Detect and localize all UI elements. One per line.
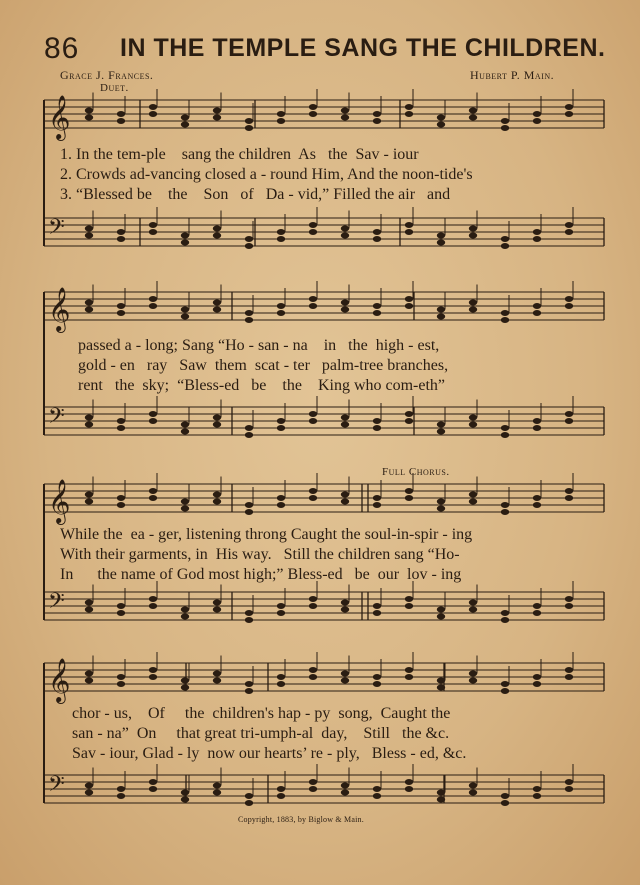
treble-staff-note [309,488,317,494]
bass-staff-note [181,790,189,796]
treble-staff-note [405,104,413,110]
treble-staff-note [149,111,157,117]
treble-staff-note [149,488,157,494]
treble-staff-note [533,681,541,687]
treble-staff-note [117,674,125,680]
treble-staff-note [501,509,509,515]
treble-staff-note [469,671,477,677]
treble-staff-note [501,681,509,687]
bass-staff-note [277,418,285,424]
treble-staff-note [469,307,477,313]
bass-staff-note [405,603,413,609]
treble-staff-note [277,495,285,501]
treble-staff-note [181,499,189,505]
treble-staff-note [309,674,317,680]
bass-staff-note [213,783,221,789]
lyric-line: With their garments, in His way. Still the children sang “Ho- [60,546,460,563]
bass-staff-note [213,415,221,421]
treble-staff-note [149,495,157,501]
treble-staff-note [501,118,509,124]
treble-staff-note [565,111,573,117]
bass-staff-note [309,411,317,417]
treble-staff-note [405,488,413,494]
bass-staff-note [533,229,541,235]
treble-staff-note [85,300,93,306]
bass-staff-note [341,233,349,239]
treble-staff-note [181,678,189,684]
treble-staff-note [341,307,349,313]
bass-staff-note [309,229,317,235]
treble-staff-note [181,314,189,320]
bass-staff-note [405,229,413,235]
treble-staff-note [213,115,221,121]
treble-staff-note [501,502,509,508]
bass-staff-note [533,418,541,424]
bass-staff-note [565,222,573,228]
treble-staff-note [533,303,541,309]
treble-staff-note [533,502,541,508]
treble-staff-note [565,674,573,680]
bass-staff-note [501,617,509,623]
treble-staff-note [149,104,157,110]
bass-staff-note [181,429,189,435]
bass-staff-note [117,418,125,424]
treble-staff-note [533,118,541,124]
treble-staff-note [373,310,381,316]
bass-staff-note [437,797,445,803]
bass-staff-note [213,607,221,613]
bass-staff-note [533,236,541,242]
bass-staff-note [117,229,125,235]
bass-staff-note [469,415,477,421]
bass-staff-note [149,603,157,609]
treble-staff-note [373,674,381,680]
treble-clef: 𝄞 [48,479,71,523]
bass-staff-note [117,786,125,792]
bass-staff-note [245,432,253,438]
treble-staff-note [245,509,253,515]
treble-staff-note [469,300,477,306]
treble-staff-note [469,492,477,498]
bass-staff-note [533,793,541,799]
bass-staff-note [501,243,509,249]
bass-staff-note [437,429,445,435]
bass-staff-note [437,790,445,796]
bass-staff-note [341,607,349,613]
treble-staff-note [373,111,381,117]
bass-staff-note [437,240,445,246]
bass-staff-note [469,783,477,789]
treble-staff-note [437,115,445,121]
composer-credit: Hubert P. Main. [470,68,555,82]
bass-staff-note [181,233,189,239]
treble-staff-note [117,310,125,316]
treble-staff-note [277,674,285,680]
bass-staff-note [469,790,477,796]
bass-staff-note [341,790,349,796]
treble-staff-note [213,108,221,114]
bass-staff-note [405,411,413,417]
treble-staff-note [309,104,317,110]
treble-staff-note [213,300,221,306]
bass-staff-note [373,793,381,799]
treble-staff-note [437,307,445,313]
treble-staff-note [533,674,541,680]
bass-staff-note [309,779,317,785]
bass-staff-note [405,786,413,792]
treble-staff-note [533,310,541,316]
treble-staff-note [277,502,285,508]
treble-staff-note [309,667,317,673]
bass-clef: 𝄢 [48,589,65,619]
treble-staff-note [245,118,253,124]
treble-staff-note [437,314,445,320]
bass-staff-note [85,790,93,796]
bass-staff-note [245,610,253,616]
bass-staff-note [341,226,349,232]
bass-staff-note [149,222,157,228]
duet-label: Duet. [100,82,129,94]
lyric-line: san - na” On that great tri-umph-al day, Still the &c. [72,725,450,742]
bass-staff-note [309,222,317,228]
treble-staff-note [181,506,189,512]
bass-staff-note [85,600,93,606]
bass-staff-note [149,418,157,424]
treble-staff-note [245,688,253,694]
treble-staff-note [245,502,253,508]
bass-staff-note [533,425,541,431]
bass-staff-note [149,229,157,235]
treble-staff-note [213,671,221,677]
treble-staff-note [469,115,477,121]
treble-staff-note [117,681,125,687]
bass-staff-note [277,786,285,792]
bass-staff-note [117,236,125,242]
bass-staff-note [565,779,573,785]
treble-staff-note [341,115,349,121]
treble-staff-note [181,307,189,313]
bass-staff-note [309,603,317,609]
treble-staff-note [245,125,253,131]
treble-staff-note [181,115,189,121]
bass-staff-note [533,610,541,616]
bass-clef: 𝄢 [48,404,65,434]
bass-staff-note [565,229,573,235]
bass-staff-note [245,425,253,431]
lyric-line: chor - us, Of the children's hap - py song, Caught the [72,705,451,722]
bass-staff-note [533,603,541,609]
treble-staff-note [117,502,125,508]
bass-staff-note [405,418,413,424]
bass-staff-note [373,610,381,616]
bass-staff-note [437,607,445,613]
bass-staff-note [277,236,285,242]
treble-staff-note [85,499,93,505]
treble-staff-note [85,678,93,684]
treble-clef: 𝄞 [48,95,71,139]
treble-staff-note [117,118,125,124]
treble-staff-note [245,681,253,687]
hymn-title: IN THE TEMPLE SANG THE CHILDREN. [120,34,606,62]
bass-staff-note [565,603,573,609]
treble-staff-note [117,303,125,309]
lyric-line: passed a - long; Sang “Ho - san - na in the high - est, [78,337,440,354]
treble-staff-note [85,492,93,498]
treble-staff-note [277,310,285,316]
treble-staff-note [501,125,509,131]
bass-staff-note [181,607,189,613]
bass-staff-note [501,425,509,431]
bass-clef: 𝄢 [48,772,65,802]
bass-staff-note [405,222,413,228]
bass-staff-note [309,786,317,792]
bass-staff-note [469,607,477,613]
lyric-line: rent the sky; “Bless-ed be the King who com-eth” [78,377,446,394]
bass-staff-note [117,425,125,431]
treble-staff-note [565,667,573,673]
treble-staff-note [437,122,445,128]
treble-staff-note [373,502,381,508]
bass-staff-note [309,596,317,602]
treble-staff-note [405,495,413,501]
bass-staff-note [373,236,381,242]
lyric-line: gold - en ray Saw them scat - ter palm-tree branches, [78,357,449,374]
treble-staff-note [533,495,541,501]
treble-staff-note [437,678,445,684]
treble-staff-note [405,111,413,117]
chorus-label: Full Chorus. [382,466,450,478]
treble-staff-note [213,499,221,505]
bass-staff-note [245,800,253,806]
treble-staff-note [405,303,413,309]
lyric-line: While the ea - ger, listening throng Caught the soul-in-spir - ing [60,526,473,543]
treble-staff-note [341,300,349,306]
bass-staff-note [117,610,125,616]
treble-staff-note [405,667,413,673]
treble-staff-note [341,499,349,505]
treble-staff-note [277,303,285,309]
bass-staff-note [117,793,125,799]
bass-staff-note [565,411,573,417]
bass-staff-note [469,422,477,428]
bass-staff-note [277,229,285,235]
treble-staff-note [85,671,93,677]
treble-staff-note [309,495,317,501]
treble-staff-note [373,118,381,124]
bass-staff-note [341,783,349,789]
bass-staff-note [437,422,445,428]
treble-staff-note [469,678,477,684]
bass-staff-note [85,422,93,428]
treble-staff-note [373,303,381,309]
treble-staff-note [437,506,445,512]
bass-staff-note [469,233,477,239]
treble-staff-note [85,115,93,121]
treble-staff-note [565,495,573,501]
treble-staff-note [85,307,93,313]
bass-staff-note [213,790,221,796]
treble-staff-note [469,108,477,114]
bass-clef: 𝄢 [48,215,65,245]
treble-staff-note [213,307,221,313]
bass-staff-note [501,793,509,799]
treble-staff-note [85,108,93,114]
bass-staff-note [245,793,253,799]
bass-staff-note [245,243,253,249]
treble-staff-note [373,495,381,501]
treble-staff-note [309,303,317,309]
treble-staff-note [341,678,349,684]
bass-staff-note [565,596,573,602]
bass-staff-note [373,603,381,609]
bass-staff-note [213,600,221,606]
bass-staff-note [341,415,349,421]
bass-staff-note [341,422,349,428]
treble-staff-note [501,317,509,323]
copyright-notice: Copyright, 1883, by Biglow & Main. [238,815,364,824]
bass-staff-note [245,617,253,623]
treble-staff-note [501,310,509,316]
treble-staff-note [149,667,157,673]
bass-staff-note [181,422,189,428]
treble-staff-note [117,495,125,501]
bass-staff-note [277,603,285,609]
treble-staff-note [181,685,189,691]
bass-staff-note [149,786,157,792]
treble-staff-note [565,303,573,309]
treble-staff-note [469,499,477,505]
bass-staff-note [277,610,285,616]
bass-staff-note [213,422,221,428]
treble-staff-note [341,492,349,498]
bass-staff-note [213,226,221,232]
lyric-line: Sav - iour, Glad - ly now our hearts’ re - ply, Bless - ed, &c. [72,745,467,762]
treble-staff-note [501,688,509,694]
treble-staff-note [277,681,285,687]
treble-staff-note [213,678,221,684]
treble-staff-note [277,111,285,117]
lyric-line: 3. “Blessed be the Son of Da - vid,” Filled the air and [60,186,451,203]
bass-staff-note [373,786,381,792]
treble-staff-note [565,296,573,302]
treble-staff-note [405,674,413,680]
bass-staff-note [373,425,381,431]
bass-staff-note [85,233,93,239]
treble-staff-note [341,108,349,114]
treble-staff-note [565,488,573,494]
treble-staff-note [437,499,445,505]
bass-staff-note [181,240,189,246]
treble-staff-note [437,685,445,691]
treble-clef: 𝄞 [48,287,71,331]
treble-staff-note [245,310,253,316]
bass-staff-note [565,786,573,792]
bass-staff-note [277,425,285,431]
lyric-line: 2. Crowds ad-vancing closed a - round Him, And the noon-tide's [60,166,473,183]
treble-staff-note [117,111,125,117]
bass-staff-note [501,236,509,242]
bass-staff-note [245,236,253,242]
treble-staff-note [149,674,157,680]
bass-staff-note [309,418,317,424]
bass-staff-note [501,800,509,806]
bass-staff-note [149,411,157,417]
bass-staff-note [85,226,93,232]
bass-staff-note [501,432,509,438]
bass-staff-note [213,233,221,239]
bass-staff-note [533,786,541,792]
bass-staff-note [469,226,477,232]
bass-staff-note [501,610,509,616]
treble-staff-note [149,303,157,309]
treble-staff-note [533,111,541,117]
lyric-line: In the name of God most high;” Bless-ed be our lov - ing [60,566,462,583]
treble-staff-note [213,492,221,498]
bass-staff-note [437,233,445,239]
treble-staff-note [181,122,189,128]
lyric-line: 1. In the tem-ple sang the children As the Sav - iour [60,146,419,163]
bass-staff-note [373,229,381,235]
treble-staff-note [373,681,381,687]
treble-staff-note [309,111,317,117]
lyricist-credit: Grace J. Frances. [60,68,154,82]
page-number: 86 [44,32,80,65]
bass-staff-note [181,797,189,803]
bass-staff-note [437,614,445,620]
bass-staff-note [181,614,189,620]
treble-staff-note [277,118,285,124]
treble-staff-note [341,671,349,677]
bass-staff-note [149,779,157,785]
bass-staff-note [85,607,93,613]
bass-staff-note [85,415,93,421]
bass-staff-note [405,596,413,602]
treble-staff-note [309,296,317,302]
treble-clef: 𝄞 [48,658,71,702]
bass-staff-note [373,418,381,424]
bass-staff-note [85,783,93,789]
treble-staff-note [245,317,253,323]
bass-staff-note [565,418,573,424]
bass-staff-note [405,779,413,785]
bass-staff-note [469,600,477,606]
treble-staff-note [565,104,573,110]
treble-staff-note [405,296,413,302]
bass-staff-note [117,603,125,609]
bass-staff-note [149,596,157,602]
bass-staff-note [341,600,349,606]
bass-staff-note [277,793,285,799]
treble-staff-note [149,296,157,302]
